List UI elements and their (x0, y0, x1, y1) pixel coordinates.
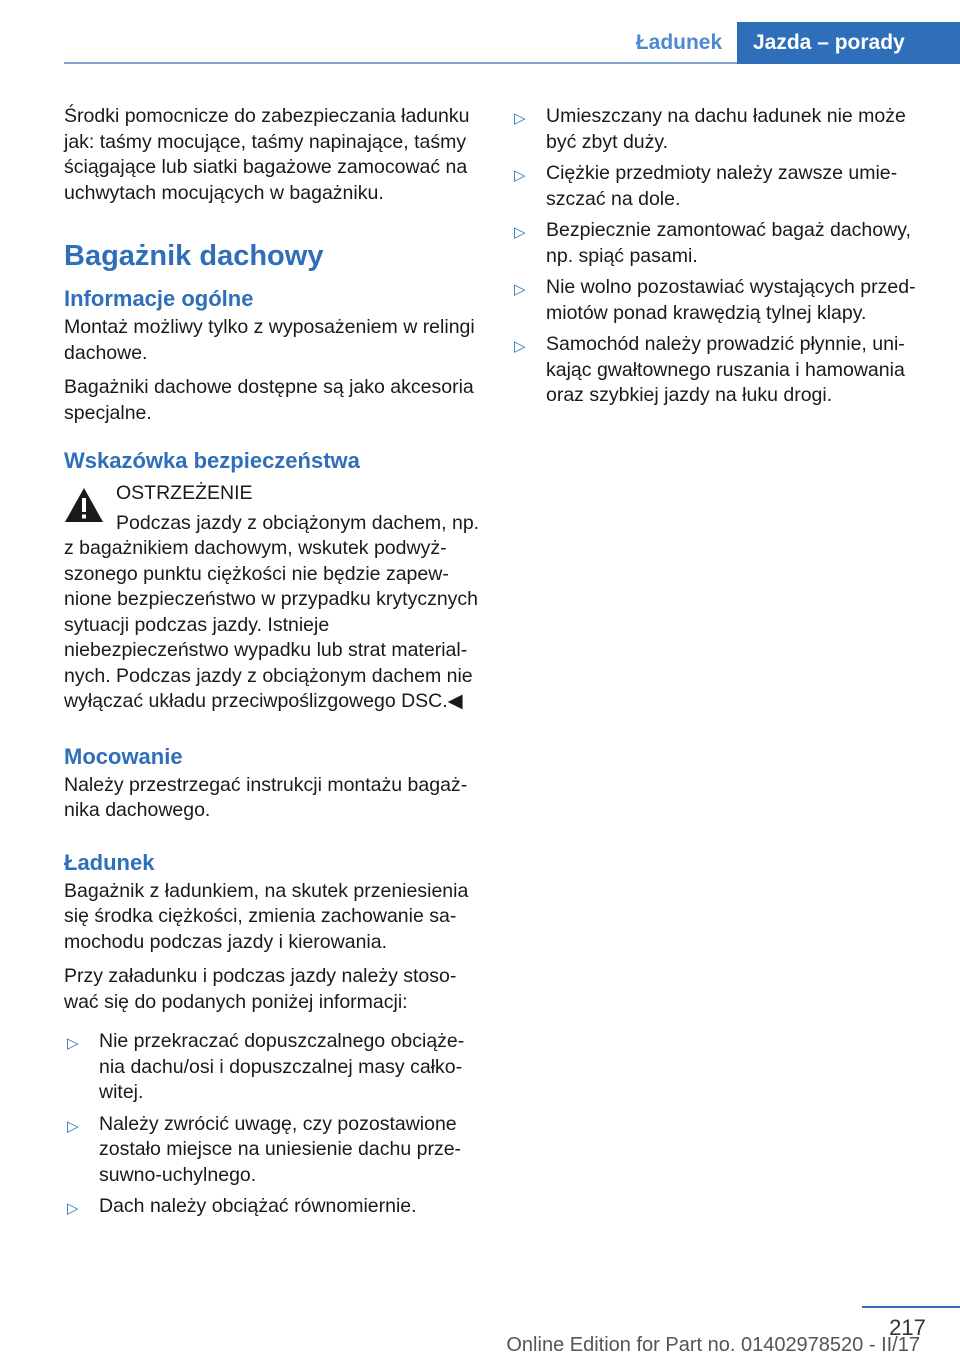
roof-bullet-list (511, 104, 931, 409)
bullet-triangle-icon: ▷ (67, 1200, 79, 1217)
bullet-triangle-icon: ▷ (514, 110, 526, 127)
page-number: 217 (889, 1315, 926, 1340)
footer-text: Online Edition for Part no. 01402978520 - II/17 (506, 1334, 920, 1356)
mount-heading: Mocowanie (64, 743, 183, 769)
safety-heading: Wskazówka bezpieczeństwa (64, 448, 360, 473)
general-paragraph-2: Bagażniki dachowe dostępne są jako akcesoria specjalne. (64, 376, 474, 424)
tab-jazda-porady[interactable]: Jazda – porady (737, 22, 960, 64)
load-paragraph-1: Bagażnik z ładunkiem, na skutek przeniesienia się środka ciężkości, zmienia zachowanie samochodu podczas jazdy i kierowania. (64, 879, 469, 953)
list-item: ▷ Należy zwrócić uwagę, czy pozostawione zostało miejsce na uniesienie dachu przesuwno-uchylnego. (67, 1112, 462, 1186)
list-item: ▷ Ciężkie przedmioty należy zawsze umieszczać na dole. (514, 162, 898, 210)
bullet-triangle-icon: ▷ (514, 167, 526, 184)
list-item: ▷ Umieszczany na dachu ładunek nie może być zbyt duży. (514, 105, 906, 153)
bullet-triangle-icon: ▷ (514, 281, 526, 298)
intro-paragraph: Środki pomocnicze do zabezpieczania ładunku jak: taśmy mocujące, taśmy napinające, taśmy ściągające lub siatki bagażowe zamocować na uchwytach mocujących w bagażniku. (64, 105, 470, 204)
bullet-triangle-icon: ▷ (514, 224, 526, 241)
load-bullet-list (64, 1029, 482, 1220)
left-column (64, 104, 482, 1226)
list-item: ▷ Nie wolno pozostawiać wystających przedmiotów ponad krawędzią tylnej klapy. (514, 276, 916, 324)
footer-rule (862, 1306, 960, 1308)
load-heading: Ładunek (64, 849, 155, 875)
bullet-triangle-icon: ▷ (67, 1035, 79, 1052)
bullet-triangle-icon: ▷ (514, 338, 526, 355)
tab-ladunek[interactable]: Ładunek (635, 31, 723, 54)
warning-text: z bagażnikiem dachowym, wskutek podwyższonego punktu ciężkości nie będzie zapewnione bezpieczeństwo w przypadku krytycznych sytuacji podczas jazdy. Istnieje niebezpieczeństwo wypadku lub strat materialnych. Podczas jazdy z obciążonym dachem nie wyłączać układu przeciwpoślizgowego DSC.◀ (64, 537, 479, 712)
warning-block (64, 481, 482, 536)
right-column (511, 104, 931, 415)
warning-first-line: Podczas jazdy z obciążonym dachem, np. (116, 511, 480, 534)
section-title: Bagażnik dachowy (64, 240, 324, 272)
list-item: ▷ Samochód należy prowadzić płynnie, unikając gwałtownego ruszania i hamowania oraz szybkiej jazdy na łuku drogi. (514, 333, 905, 406)
list-item: ▷ Dach należy obciążać równomiernie. (64, 1194, 482, 1220)
list-item: ▷ Nie przekraczać dopuszczalnego obciążenia dachu/osi i dopuszczalnej masy całkowitej. (67, 1030, 465, 1103)
general-paragraph-1: Montaż możliwy tylko z wyposażeniem w relingi dachowe. (64, 316, 475, 364)
warning-triangle-icon (64, 487, 104, 523)
general-heading: Informacje ogólne (64, 286, 254, 311)
bullet-triangle-icon: ▷ (67, 1117, 79, 1135)
warning-label: OSTRZEŻENIE (116, 482, 253, 504)
load-paragraph-2: Przy załadunku i podczas jazdy należy stosować się do podanych poniżej informacji: (64, 965, 457, 1013)
list-item: ▷ Bezpiecznie zamontować bagaż dachowy, np. spiąć pasami. (514, 219, 911, 267)
mount-paragraph: Należy przestrzegać instrukcji montażu bagażnika dachowego. (64, 773, 468, 821)
